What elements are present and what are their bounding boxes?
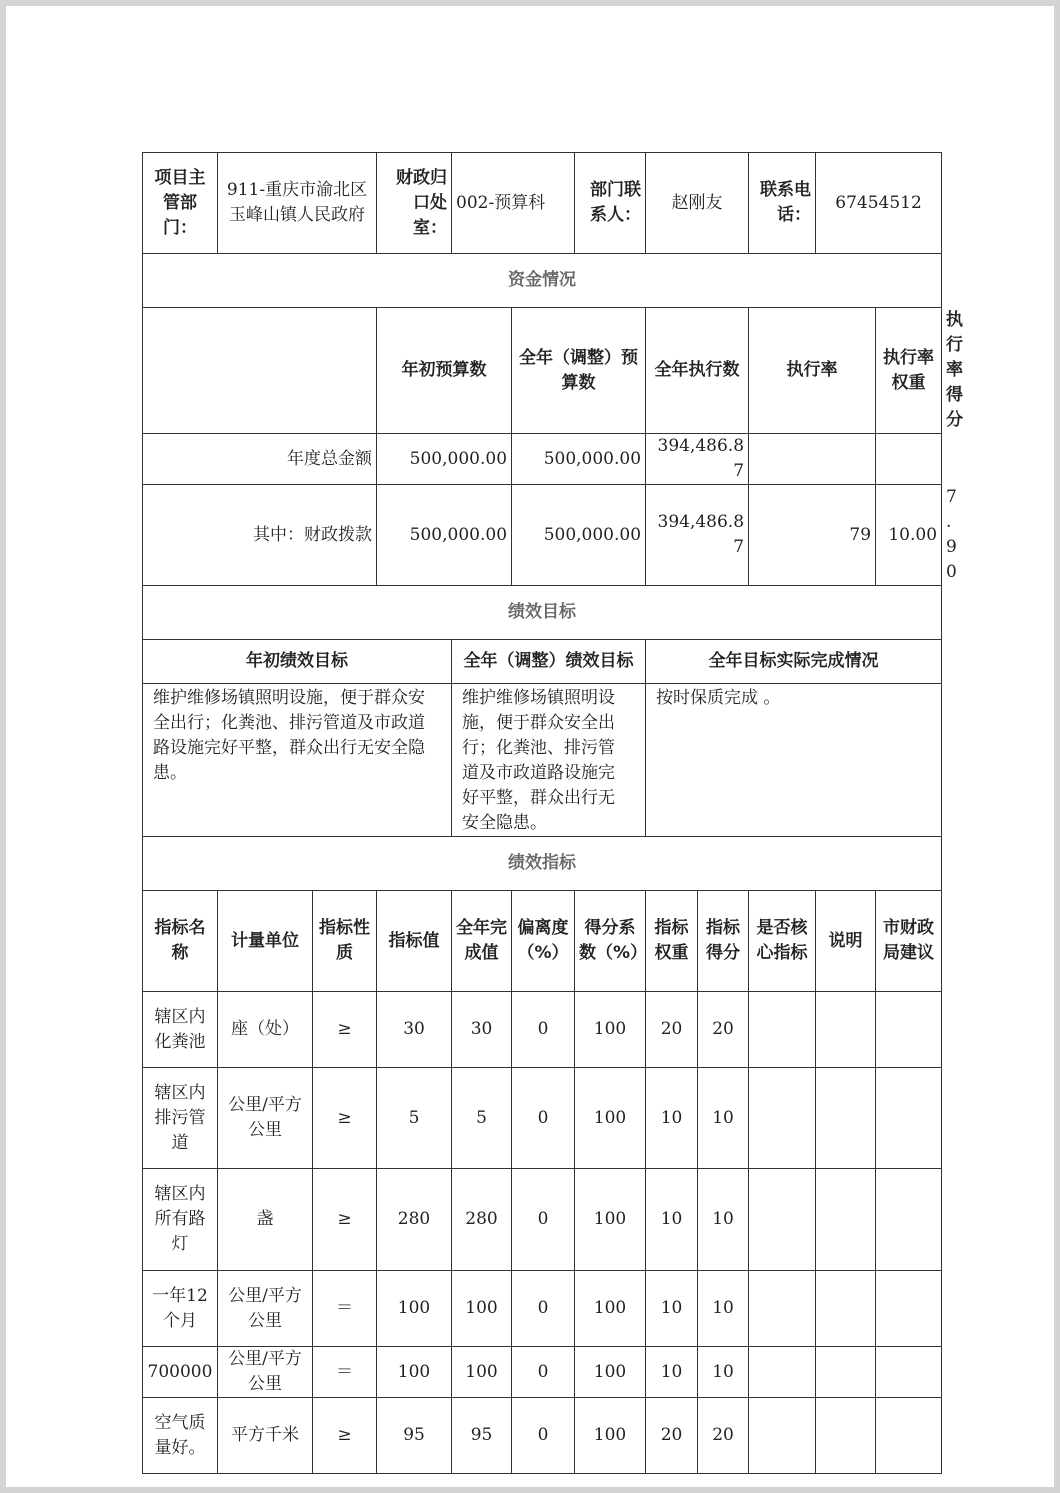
ind-target: 5	[377, 1068, 452, 1169]
funds-header-blank	[143, 308, 377, 434]
ind-nature: ＝	[313, 1347, 377, 1398]
ind-coef: 100	[575, 1068, 646, 1169]
office-value: 002-预算科	[452, 153, 575, 254]
ind-advice	[876, 1169, 942, 1271]
ind-coef: 100	[575, 992, 646, 1068]
ind-unit: 公里/平方公里	[218, 1068, 313, 1169]
funds-row-label: 其中：财政拨款	[143, 485, 377, 586]
funds-executed: 394,486.87	[646, 485, 749, 586]
ind-col-score: 指标得分	[698, 891, 749, 992]
indicator-row	[143, 1169, 942, 1271]
contact-label: 部门联系人：	[575, 153, 646, 254]
ind-actual: 280	[452, 1169, 512, 1271]
ind-deviation: 0	[512, 1169, 575, 1271]
ind-note	[816, 1271, 876, 1347]
ind-col-target: 指标值	[377, 891, 452, 992]
ind-col-advice: 市财政局建议	[876, 891, 942, 992]
header-row	[143, 153, 942, 254]
performance-report-table	[142, 152, 964, 1474]
ind-coef: 100	[575, 1169, 646, 1271]
ind-deviation: 0	[512, 1347, 575, 1398]
ind-unit: 平方千米	[218, 1398, 313, 1474]
ind-col-nature: 指标性质	[313, 891, 377, 992]
goals-section-title: 绩效目标	[143, 586, 942, 640]
funds-initial: 500,000.00	[377, 485, 512, 586]
ind-deviation: 0	[512, 992, 575, 1068]
funds-adjusted: 500,000.00	[512, 485, 646, 586]
ind-deviation: 0	[512, 1068, 575, 1169]
indicator-row	[143, 1347, 942, 1398]
ind-actual: 100	[452, 1271, 512, 1347]
ind-col-name: 指标名称	[143, 891, 218, 992]
goals-initial-text: 维护维修场镇照明设施，便于群众安全出行；化粪池、排污管道及市政道路设施完好平整，群众出行无安全隐患。	[143, 684, 452, 837]
ind-actual: 95	[452, 1398, 512, 1474]
funds-col-rate: 执行率	[749, 308, 876, 434]
ind-target: 280	[377, 1169, 452, 1271]
funds-row-label: 年度总金额	[143, 434, 377, 485]
ind-core	[749, 1398, 816, 1474]
ind-coef: 100	[575, 1347, 646, 1398]
ind-col-note: 说明	[816, 891, 876, 992]
ind-advice	[876, 1347, 942, 1398]
goals-header-row	[143, 640, 942, 684]
funds-col-weight: 执行率权重	[876, 308, 942, 434]
ind-weight: 10	[646, 1068, 698, 1169]
office-label: 财政归口处室：	[377, 153, 452, 254]
funds-row	[143, 434, 942, 485]
contact-value: 赵刚友	[646, 153, 749, 254]
ind-name: 辖区内化粪池	[143, 992, 218, 1068]
indicator-row	[143, 1271, 942, 1347]
funds-rate: 79	[749, 485, 876, 586]
ind-col-deviation: 偏离度（%）	[512, 891, 575, 992]
indicator-row	[143, 1068, 942, 1169]
ind-weight: 10	[646, 1169, 698, 1271]
funds-col-initial: 年初预算数	[377, 308, 512, 434]
ind-weight: 20	[646, 1398, 698, 1474]
funds-row: 其中：财政拨款 500,000.00 500,000.00 394,486.87 79 10.00 7.90	[143, 485, 942, 586]
ind-unit: 座（处）	[218, 992, 313, 1068]
ind-core	[749, 1271, 816, 1347]
ind-score: 10	[698, 1068, 749, 1169]
ind-note	[816, 1347, 876, 1398]
goals-content-row	[143, 684, 942, 837]
ind-advice	[876, 1398, 942, 1474]
ind-score: 10	[698, 1347, 749, 1398]
ind-target: 30	[377, 992, 452, 1068]
ind-target: 100	[377, 1271, 452, 1347]
ind-note	[816, 1398, 876, 1474]
indicators-header-row	[143, 891, 942, 992]
ind-deviation: 0	[512, 1398, 575, 1474]
ind-name: 辖区内所有路灯	[143, 1169, 218, 1271]
ind-weight: 10	[646, 1347, 698, 1398]
ind-score: 20	[698, 992, 749, 1068]
goals-col-actual: 全年目标实际完成情况	[646, 640, 942, 684]
document-page	[6, 6, 1054, 1487]
ind-coef: 100	[575, 1398, 646, 1474]
phone-value: 67454512	[816, 153, 942, 254]
ind-unit: 盏	[218, 1169, 313, 1271]
funds-col-adjusted: 全年（调整）预算数	[512, 308, 646, 434]
ind-note	[816, 1169, 876, 1271]
funds-weight	[876, 434, 942, 485]
ind-advice	[876, 1068, 942, 1169]
ind-core	[749, 1068, 816, 1169]
goals-col-initial: 年初绩效目标	[143, 640, 452, 684]
ind-name: 一年12个月	[143, 1271, 218, 1347]
funds-adjusted: 500,000.00	[512, 434, 646, 485]
ind-nature: ≥	[313, 1068, 377, 1169]
ind-advice	[876, 1271, 942, 1347]
ind-core	[749, 1169, 816, 1271]
ind-nature: ≥	[313, 992, 377, 1068]
ind-target: 100	[377, 1347, 452, 1398]
ind-note	[816, 1068, 876, 1169]
ind-score: 20	[698, 1398, 749, 1474]
dept-label: 项目主管部门：	[143, 153, 218, 254]
ind-nature: ＝	[313, 1271, 377, 1347]
ind-coef: 100	[575, 1271, 646, 1347]
ind-unit: 公里/平方公里	[218, 1271, 313, 1347]
ind-col-actual: 全年完成值	[452, 891, 512, 992]
ind-nature: ≥	[313, 1398, 377, 1474]
ind-actual: 5	[452, 1068, 512, 1169]
indicator-row	[143, 1398, 942, 1474]
ind-advice	[876, 992, 942, 1068]
ind-col-core: 是否核心指标	[749, 891, 816, 992]
indicator-row	[143, 992, 942, 1068]
goals-adjusted-text: 维护维修场镇照明设施，便于群众安全出行；化粪池、排污管道及市政道路设施完好平整，群众出行无安全隐患。	[452, 684, 646, 837]
ind-col-coef: 得分系数（%）	[575, 891, 646, 992]
ind-name: 辖区内排污管道	[143, 1068, 218, 1169]
ind-weight: 10	[646, 1271, 698, 1347]
funds-header-row: 年初预算数 全年（调整）预算数 全年执行数 执行率 执行率权重 执行率得分	[143, 308, 942, 434]
ind-col-unit: 计量单位	[218, 891, 313, 992]
ind-name: 空气质量好。	[143, 1398, 218, 1474]
funds-initial: 500,000.00	[377, 434, 512, 485]
indicators-section-title: 绩效指标	[143, 837, 942, 891]
phone-label: 联系电话：	[749, 153, 816, 254]
goals-col-adjusted: 全年（调整）绩效目标	[452, 640, 646, 684]
ind-deviation: 0	[512, 1271, 575, 1347]
goals-actual-text: 按时保质完成 。	[646, 684, 942, 837]
funds-executed: 394,486.87	[646, 434, 749, 485]
funds-rate	[749, 434, 876, 485]
funds-section-title: 资金情况	[143, 254, 942, 308]
ind-actual: 100	[452, 1347, 512, 1398]
dept-value: 911-重庆市渝北区玉峰山镇人民政府	[218, 153, 377, 254]
ind-target: 95	[377, 1398, 452, 1474]
ind-score: 10	[698, 1271, 749, 1347]
ind-name: 700000	[143, 1347, 218, 1398]
ind-core	[749, 1347, 816, 1398]
ind-col-weight: 指标权重	[646, 891, 698, 992]
ind-core	[749, 992, 816, 1068]
ind-nature: ≥	[313, 1169, 377, 1271]
funds-col-executed: 全年执行数	[646, 308, 749, 434]
ind-weight: 20	[646, 992, 698, 1068]
funds-weight: 10.00	[876, 485, 942, 586]
ind-score: 10	[698, 1169, 749, 1271]
ind-note	[816, 992, 876, 1068]
ind-actual: 30	[452, 992, 512, 1068]
ind-unit: 公里/平方公里	[218, 1347, 313, 1398]
